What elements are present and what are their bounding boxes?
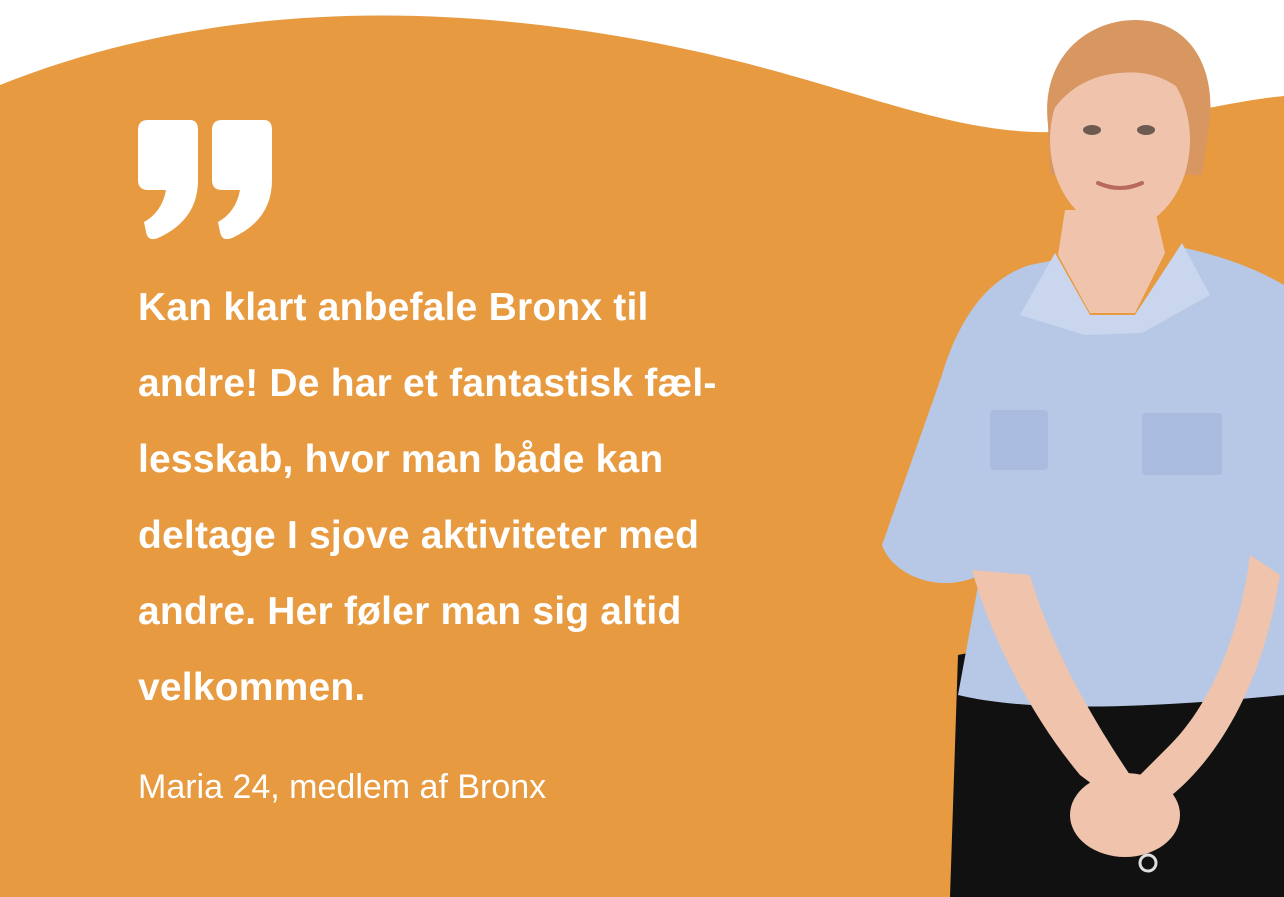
- quote-line: deltage I sjove aktiviteter med: [138, 514, 700, 557]
- shirt-pocket: [990, 410, 1048, 470]
- attribution-text: Maria 24, medlem af Bronx: [138, 768, 547, 806]
- quote-text: [138, 270, 838, 726]
- person-photo: [880, 15, 1284, 897]
- quote-icon: [136, 120, 276, 242]
- hands: [1070, 773, 1180, 857]
- eye: [1083, 125, 1101, 135]
- quote-line: Kan klart anbefale Bronx til: [138, 286, 649, 329]
- shirt-pocket: [1142, 413, 1222, 475]
- quote-line: andre. Her føler man sig altid: [138, 590, 682, 633]
- quote-line: lesskab, hvor man både kan: [138, 438, 664, 481]
- quote-line: velkommen.: [138, 666, 366, 709]
- quote-line: andre! De har et fantastisk fæl-: [138, 362, 717, 405]
- eye: [1137, 125, 1155, 135]
